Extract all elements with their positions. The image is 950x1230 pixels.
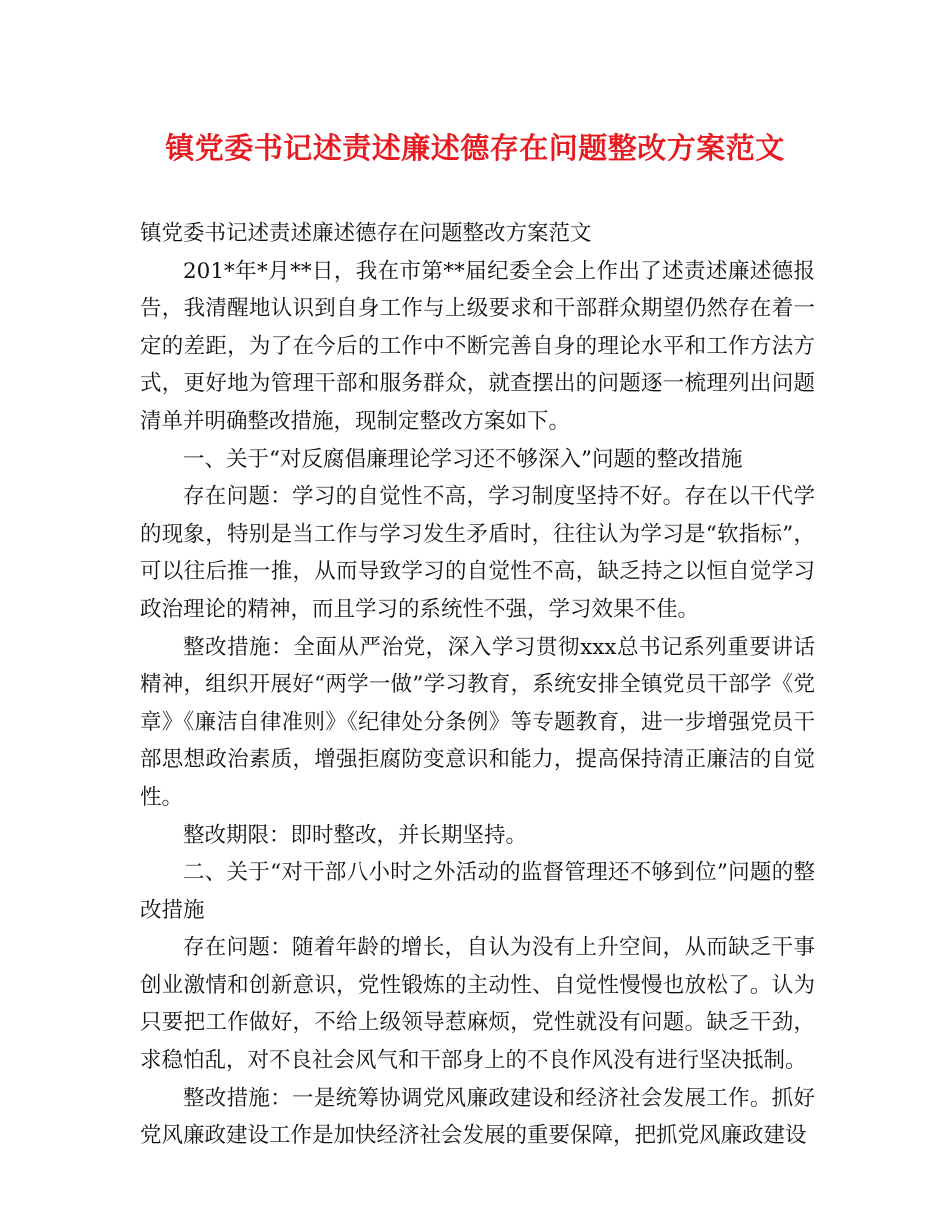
- section-heading-1: 一、关于“对反腐倡廉理论学习还不够深入”问题的整改措施: [183, 446, 743, 472]
- measures-paragraph-2: 整改措施：一是统筹协调党风廉政建设和经济社会发展工作。抓好党风廉政建设工作是加快经济社会发展的重要保障，把抓党风廉政建设: [140, 1085, 815, 1149]
- subtitle-paragraph: 镇党委书记述责述廉述德存在问题整改方案范文: [140, 221, 592, 246]
- document-body: [140, 215, 815, 1155]
- intro-paragraph: 201*年*月**日，我在市第**届纪委全会上作出了述责述廉述德报告，我清醒地认识到自身工作与上级要求和干部群众期望仍然存在着一定的差距，为了在今后的工作中不断完善自身的理论水平和工作方法方式，更好地为管理干部和服务群众，就查摆出的问题逐一梳理列出问题清单并明确整改措施，现制定整改方案如下。: [140, 258, 815, 434]
- document-title: 镇党委书记述责述廉述德存在问题整改方案范文: [165, 131, 785, 165]
- problem-paragraph-1: 存在问题：学习的自觉性不高，学习制度坚持不好。存在以干代学的现象，特别是当工作与学习发生矛盾时，往往认为学习是“软指标”，可以往后推一推，从而导致学习的自觉性不高，缺乏持之以恒自觉学习政治理论的精神，而且学习的系统性不强，学习效果不佳。: [140, 484, 815, 622]
- measures-paragraph-1: 整改措施：全面从严治党，深入学习贯彻xxx总书记系列重要讲话精神，组织开展好“两学一做”学习教育，系统安排全镇党员干部学《党章》《廉洁自律准则》《纪律处分条例》等专题教育，进一步增强党员干部思想政治素质，增强拒腐防变意识和能力，提高保持清正廉洁的自觉性。: [140, 634, 815, 810]
- problem-paragraph-2: 存在问题：随着年龄的增长，自认为没有上升空间，从而缺乏干事创业激情和创新意识，党性锻炼的主动性、自觉性慢慢也放松了。认为只要把工作做好，不给上级领导惹麻烦，党性就没有问题。缺乏干劲，求稳怕乱，对不良社会风气和干部身上的不良作风没有进行坚决抵制。: [140, 935, 815, 1074]
- deadline-paragraph-1: 整改期限：即时整改，并长期坚持。: [183, 822, 528, 848]
- section-heading-2: 二、关于“对干部八小时之外活动的监督管理还不够到位”问题的整改措施: [140, 860, 815, 923]
